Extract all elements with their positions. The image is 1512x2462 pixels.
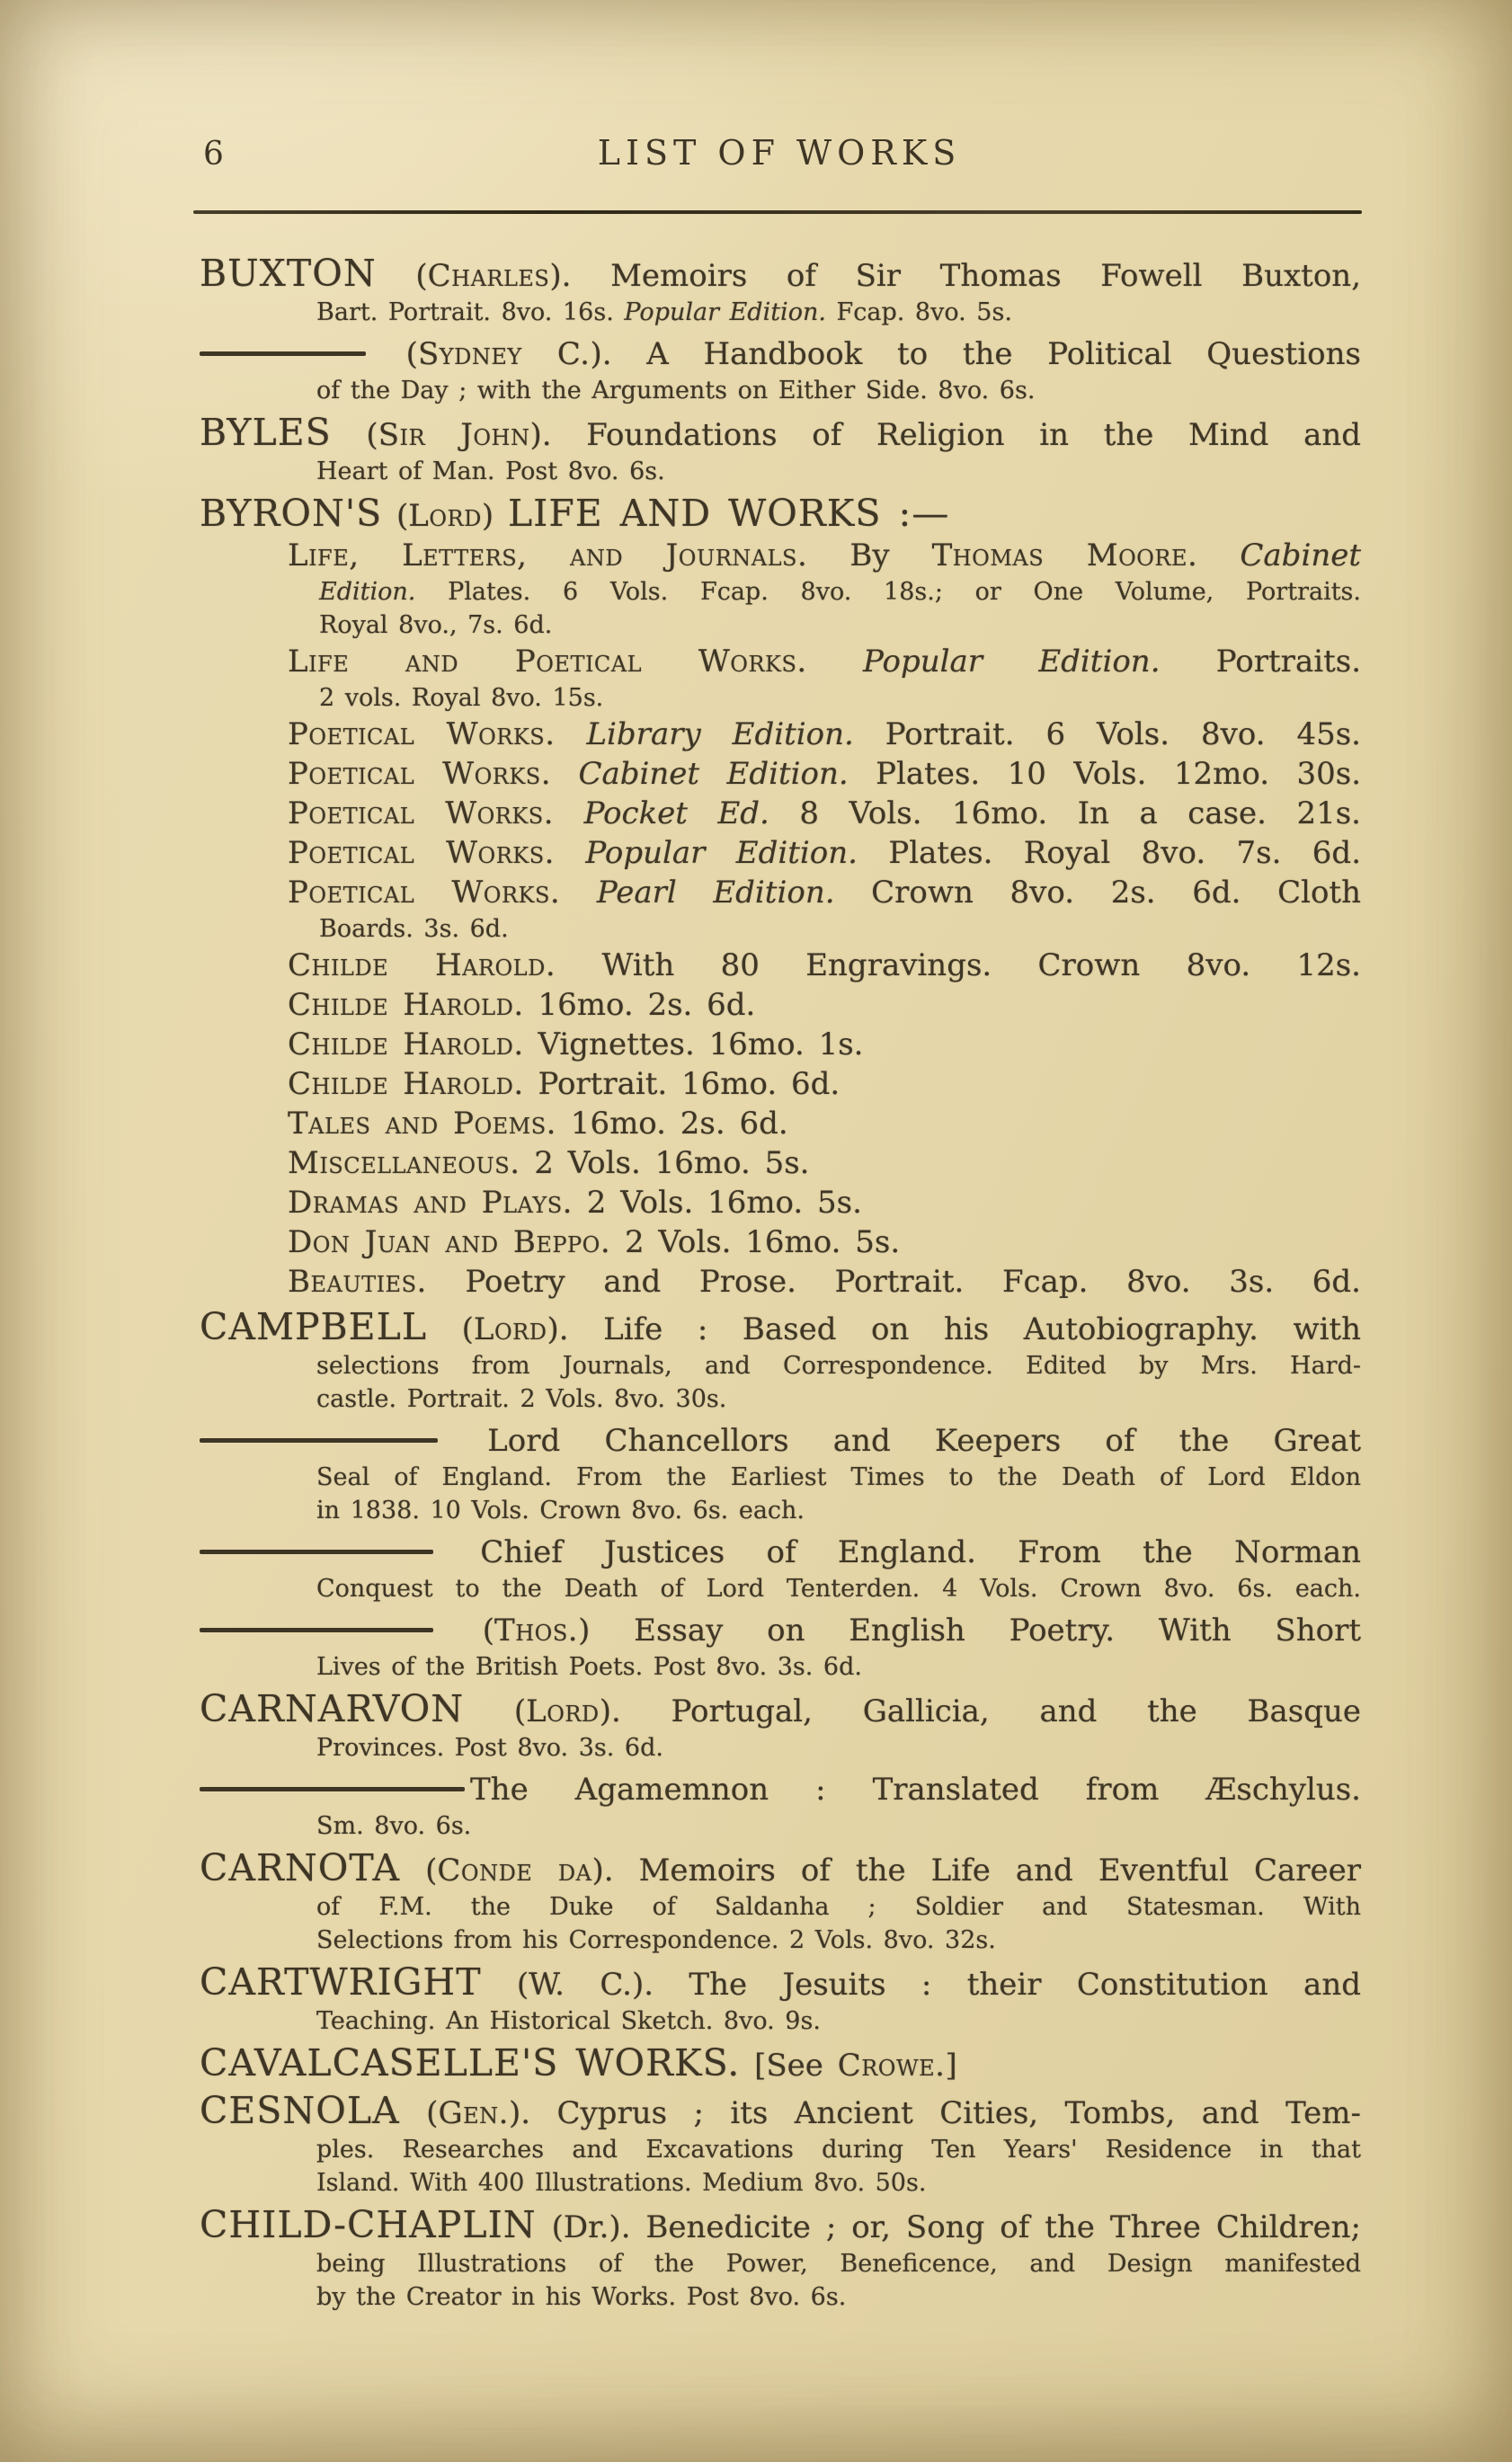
separator-dash [200, 1787, 465, 1791]
text-run: Charles [427, 258, 550, 294]
catalog-line [288, 946, 1361, 985]
text-run: ( [399, 2095, 439, 2131]
catalog-line [200, 1689, 1361, 1731]
text-run: ples. Researches and Excavations during Ten Years' Residence in that [316, 2136, 1361, 2164]
text-run: ( [371, 336, 418, 372]
text-run: Island. With 400 Illustrations. Medium 8vo. 50s. [316, 2169, 927, 2197]
catalog-line [200, 1962, 1361, 2004]
text-run: Beauties. [288, 1264, 427, 1300]
text-run: Thomas Moore. [931, 538, 1198, 573]
text-run: CARNOTA [200, 1846, 401, 1889]
catalog-line [288, 1143, 1361, 1183]
text-run: Bart. Portrait. 8vo. 16s. [316, 298, 625, 326]
text-run: 2 Vols. 16mo. 5s. [610, 1224, 901, 1260]
text-run: Poetical Works. [288, 835, 555, 871]
text-run: LIFE AND WORKS :— [507, 492, 950, 535]
text-run: Edition. [319, 578, 416, 606]
text-run: Sm. 8vo. 6s. [316, 1812, 472, 1840]
text-run: Poetical Works. [288, 756, 552, 792]
text-run: Selections from his Correspondence. 2 Vols. 8vo. 32s. [316, 1926, 996, 1954]
text-run: 2 vols. Royal 8vo. 15s. [319, 684, 604, 712]
text-run: Lord Chancellors and Keepers of the Great [443, 1423, 1361, 1459]
catalog-line [200, 1848, 1361, 1890]
catalog-line [316, 2004, 1361, 2038]
text-run: CAMPBELL [200, 1305, 428, 1348]
catalog-line [200, 253, 1361, 296]
text-run: Life and Poetical Works. [288, 644, 807, 680]
catalog-line [319, 912, 1361, 946]
catalog-line [316, 2166, 1361, 2200]
text-run: Popular Edition. [585, 835, 858, 871]
text-run: being Illustrations of the Power, Beneficence, and Design manifested [316, 2250, 1361, 2278]
page-header [200, 133, 1359, 178]
text-run: ] [945, 2048, 957, 2084]
text-run: Childe Harold. [288, 1027, 524, 1062]
text-run: Childe Harold. [288, 1066, 524, 1102]
catalog-line [200, 1307, 1361, 1349]
catalog-line [200, 413, 1361, 455]
text-run [807, 644, 863, 680]
text-run: BYRON'S [200, 492, 383, 535]
text-run: Gen. [438, 2095, 509, 2131]
text-run: ( [331, 417, 378, 453]
text-run: ( [439, 1613, 495, 1649]
text-run: selections from Journals, and Correspondence. Edited by Mrs. Hard- [316, 1352, 1361, 1380]
catalog-line [200, 2043, 1361, 2085]
text-run [555, 835, 585, 871]
text-run: CARNARVON [200, 1687, 465, 1730]
text-run: of the Day ; with the Arguments on Either Side. 8vo. 6s. [316, 377, 1036, 404]
text-run: ( [376, 258, 428, 294]
text-run: Childe Harold. [288, 987, 524, 1023]
text-run: CESNOLA [200, 2089, 400, 2132]
text-run: by the Creator in his Works. Post 8vo. 6s. [316, 2283, 847, 2311]
text-run: castle. Portrait. 2 Vols. 8vo. 30s. [316, 1385, 727, 1413]
page-number: 6 [203, 136, 224, 173]
text-run: Cabinet [1240, 538, 1361, 573]
catalog-line [200, 2205, 1361, 2247]
catalog-line [316, 296, 1361, 329]
text-run: Poetry and Prose. Portrait. Fcap. 8vo. 3s. 6d. [426, 1264, 1361, 1300]
catalog-line [316, 1890, 1361, 1924]
text-run: Boards. 3s. 6d. [319, 915, 509, 943]
text-run: 2 Vols. 16mo. 5s. [520, 1145, 810, 1181]
text-run: Sydney C. [417, 336, 591, 372]
page-title: LIST OF WORKS [597, 133, 962, 173]
catalog-line [288, 715, 1361, 754]
text-run: Pearl Edition. [596, 875, 835, 911]
text-run [1197, 538, 1240, 573]
text-run [551, 756, 578, 792]
text-run: ) [481, 498, 508, 534]
text-run: ). Portugal, Gallicia, and the Basque [599, 1693, 1361, 1729]
text-run [556, 716, 587, 752]
catalog-line [288, 833, 1361, 873]
text-run: [See [740, 2048, 838, 2084]
text-run: Popular Edition. [863, 644, 1161, 680]
text-run: Seal of England. From the Earliest Times to the Death of Lord Eldon [316, 1463, 1361, 1491]
text-run: Lord [408, 498, 482, 534]
text-run: Childe Harold. [288, 947, 556, 983]
catalog-line [319, 575, 1361, 609]
text-run: 2 Vols. 16mo. 5s. [572, 1185, 862, 1221]
catalog-line [316, 1461, 1361, 1494]
text-run: Portrait. 6 Vols. 8vo. 45s. [853, 716, 1361, 752]
text-run: Pocket Ed. [583, 795, 769, 831]
catalog-line [200, 493, 1361, 536]
catalog-line [200, 2091, 1361, 2133]
text-run: BUXTON [200, 252, 377, 295]
catalog-line [316, 374, 1361, 407]
catalog-line [316, 1924, 1361, 1957]
text-run: Dramas and Plays. [288, 1185, 573, 1221]
text-run: Tales and Poems. [288, 1106, 556, 1142]
text-run: in 1838. 10 Vols. Crown 8vo. 6s. each. [316, 1497, 805, 1524]
catalog-line [200, 1770, 1361, 1809]
text-run: CARTWRIGHT [200, 1960, 482, 2004]
catalog-line [316, 1494, 1361, 1527]
catalog-line [316, 1572, 1361, 1605]
text-run: Plates. Royal 8vo. 7s. 6d. [857, 835, 1361, 871]
text-run: Conde da [437, 1853, 592, 1889]
text-run: Provinces. Post 8vo. 3s. 6d. [316, 1734, 663, 1762]
text-run: Poetical Works. [288, 716, 556, 752]
text-run: ). Memoirs of the Life and Eventful Career [591, 1853, 1361, 1889]
text-run: 16mo. 2s. 6d. [556, 1106, 788, 1142]
text-run: ( [427, 1311, 474, 1347]
text-run: ( [382, 498, 409, 534]
catalog-line [200, 1533, 1361, 1572]
text-run: Plates. 6 Vols. Fcap. 8vo. 18s.; or One Volume, Portraits. [415, 578, 1361, 606]
catalog-line [288, 985, 1361, 1025]
catalog-line [316, 1650, 1361, 1684]
text-run: ). A Handbook to the Political Questions [590, 336, 1361, 372]
text-run: Portraits. [1160, 644, 1362, 680]
text-run: Crowe. [837, 2048, 946, 2084]
text-run: Fcap. 8vo. 5s. [825, 298, 1012, 326]
separator-dash [200, 1628, 433, 1632]
text-run: ). Life : Based on his Autobiography. with [547, 1311, 1361, 1347]
text-run: Vignettes. 16mo. 1s. [523, 1027, 864, 1062]
text-run: Don Juan and Beppo. [288, 1224, 611, 1260]
text-run: ). Memoirs of Sir Thomas Fowell Buxton, [549, 258, 1361, 294]
text-run: Conquest to the Death of Lord Tenterden. 4 Vols. Crown 8vo. 6s. each. [316, 1575, 1361, 1603]
text-run: Plates. 10 Vols. 12mo. 30s. [848, 756, 1361, 792]
catalog-line [288, 1064, 1361, 1104]
text-run: ). Cyprus ; its Ancient Cities, Tombs, and Tem- [508, 2095, 1362, 2131]
text-run: Royal 8vo., 7s. 6d. [319, 611, 553, 639]
text-run: ( [464, 1693, 527, 1729]
catalog-line [316, 1809, 1361, 1843]
text-run: Cabinet Edition. [578, 756, 849, 792]
text-run: Poetical Works. [288, 795, 555, 831]
text-run: Sir John [378, 417, 530, 453]
catalog-line [316, 455, 1361, 488]
text-run: Teaching. An Historical Sketch. 8vo. 9s. [316, 2007, 821, 2035]
catalog-line [316, 1382, 1361, 1416]
catalog-line [316, 1349, 1361, 1382]
catalog-line [288, 1183, 1361, 1222]
catalog-line [316, 2247, 1361, 2280]
text-run: 8 Vols. 16mo. In a case. 21s. [769, 795, 1361, 831]
text-run [560, 875, 597, 911]
text-run: ( [400, 1853, 438, 1889]
text-run: (W. C.). The Jesuits : their Constitution and [481, 1967, 1361, 2003]
text-run [554, 795, 584, 831]
separator-dash [200, 1550, 433, 1554]
catalog-list [200, 248, 1361, 2314]
text-run: Library Edition. [586, 716, 854, 752]
text-run: Heart of Man. Post 8vo. 6s. [316, 458, 665, 485]
text-run: ). Foundations of Religion in the Mind and [529, 417, 1362, 453]
separator-dash [200, 351, 366, 356]
text-run: BYLES [200, 411, 332, 454]
text-run: Lives of the British Poets. Post 8vo. 3s. 6d. [316, 1653, 862, 1681]
text-run: Portrait. 16mo. 6d. [523, 1066, 840, 1102]
catalog-line [288, 754, 1361, 794]
text-run: CHILD-CHAPLIN [200, 2203, 537, 2246]
catalog-line [200, 1421, 1361, 1461]
text-run: Miscellaneous. [288, 1145, 520, 1181]
catalog-line [288, 873, 1361, 912]
text-run: Crown 8vo. 2s. 6d. Cloth [834, 875, 1361, 911]
catalog-line [288, 794, 1361, 833]
text-run: Chief Justices of England. From the Norman [439, 1534, 1361, 1570]
catalog-line [288, 642, 1361, 681]
separator-dash [200, 1438, 438, 1443]
catalog-line [200, 334, 1361, 374]
catalog-line [319, 609, 1361, 642]
text-run: With 80 Engravings. Crown 8vo. 12s. [556, 947, 1361, 983]
text-run: Lord [526, 1693, 600, 1729]
text-run: Poetical Works. [288, 875, 561, 911]
catalog-line [200, 1611, 1361, 1650]
catalog-line [316, 1731, 1361, 1764]
text-run: of F.M. the Duke of Saldanha ; Soldier and Statesman. With [316, 1893, 1361, 1921]
catalog-line [316, 2133, 1361, 2166]
catalog-line [288, 1222, 1361, 1262]
text-run: ) Essay on English Poetry. With Short [578, 1613, 1361, 1649]
header-rule [193, 210, 1362, 214]
text-run: The Agamemnon : Translated from Æschylus. [470, 1772, 1361, 1808]
text-run: Thos. [494, 1613, 579, 1649]
text-run: CAVALCASELLE'S WORKS. [200, 2041, 741, 2084]
catalog-line [316, 2280, 1361, 2314]
catalog-line [288, 1025, 1361, 1064]
catalog-line [288, 536, 1361, 575]
text-run: Life, Letters, and Journals. [288, 538, 808, 573]
text-run: By [807, 538, 932, 573]
text-run: Popular Edition. [624, 298, 826, 326]
text-run: 16mo. 2s. 6d. [523, 987, 756, 1023]
catalog-line [288, 1262, 1361, 1302]
text-run: Lord [473, 1311, 547, 1347]
catalog-line [319, 681, 1361, 715]
catalog-line [288, 1104, 1361, 1143]
text-run: (Dr.). Benedicite ; or, Song of the Three Children; [536, 2209, 1361, 2245]
